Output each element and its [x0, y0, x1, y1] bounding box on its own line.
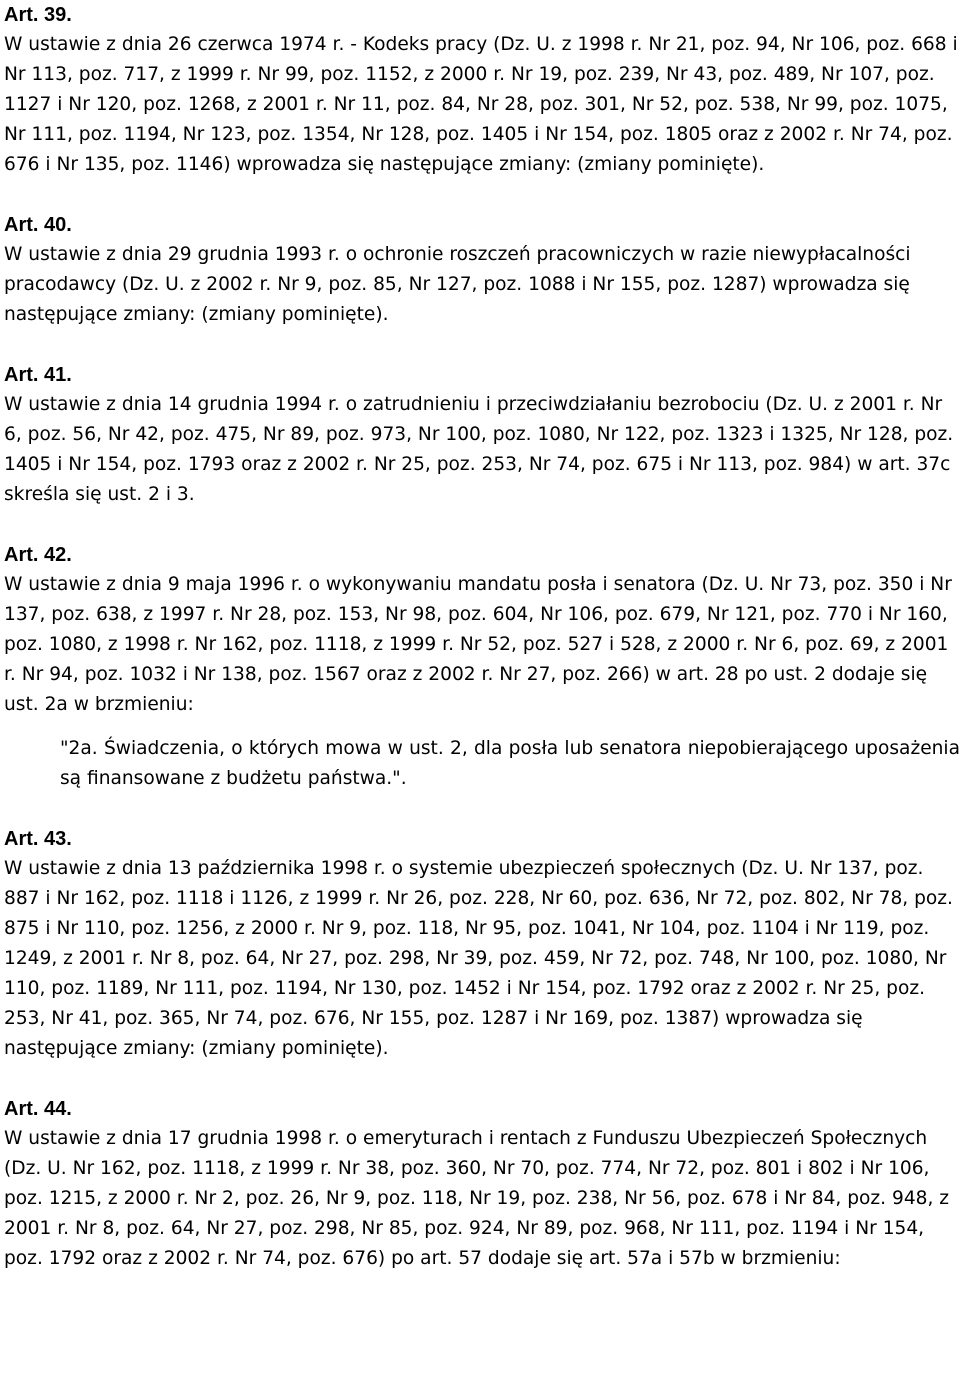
spacer [4, 1064, 960, 1094]
article-39 [4, 0, 960, 180]
article-heading: Art. 42. [4, 544, 72, 566]
spacer [4, 794, 960, 824]
spacer [4, 180, 960, 210]
article-heading: Art. 43. [4, 828, 72, 850]
article-text: W ustawie z dnia 26 czerwca 1974 r. - Kodeks pracy (Dz. U. z 1998 r. Nr 21, poz. 94, Nr 106, poz. 668 i Nr 113, poz. 717, z 1999 r. Nr 99, poz. 1152, z 2000 r. Nr 19, poz. 239, Nr 43, poz. 489, Nr 107, poz. 1127 i Nr 120, poz. 1268, z 2001 r. Nr 11, poz. 84, Nr 28, poz. 301, Nr 52, poz. 538, Nr 99, poz. 1075, Nr 111, poz. 1194, Nr 123, poz. 1354, Nr 128, poz. 1405 i Nr 154, poz. 1805 oraz z 2002 r. Nr 74, poz. 676 i Nr 135, poz. 1146) wprowadza się następujące zmiany: (zmiany pominięte). [4, 34, 958, 175]
quoted-provision: "2a. Świadczenia, o których mowa w ust. 2, dla posła lub senatora niepobierającego uposażenia są finansowane z budżetu państwa.". [60, 738, 960, 789]
article-40 [4, 210, 960, 330]
article-text: W ustawie z dnia 29 grudnia 1993 r. o ochronie roszczeń pracowniczych w razie niewypłacalności pracodawcy (Dz. U. z 2002 r. Nr 9, poz. 85, Nr 127, poz. 1088 i Nr 155, poz. 1287) wprowadza się następujące zmiany: (zmiany pominięte). [4, 244, 911, 325]
article-heading: Art. 40. [4, 214, 72, 236]
article-heading: Art. 39. [4, 4, 72, 26]
article-heading: Art. 41. [4, 364, 72, 386]
article-text: W ustawie z dnia 13 października 1998 r. o systemie ubezpieczeń społecznych (Dz. U. Nr 137, poz. 887 i Nr 162, poz. 1118 i 1126, z 1999 r. Nr 26, poz. 228, Nr 60, poz. 636, Nr 72, poz. 802, Nr 78, poz. 875 i Nr 110, poz. 1256, z 2000 r. Nr 9, poz. 118, Nr 95, poz. 1041, Nr 104, poz. 1104 i Nr 119, poz. 1249, z 2001 r. Nr 8, poz. 64, Nr 27, poz. 298, Nr 39, poz. 459, Nr 72, poz. 748, Nr 100, poz. 1080, Nr 110, poz. 1189, Nr 111, poz. 1194, Nr 130, poz. 1452 i Nr 154, poz. 1792 oraz z 2002 r. Nr 25, poz. 253, Nr 41, poz. 365, Nr 74, poz. 676, Nr 155, poz. 1287 i Nr 169, poz. 1387) wprowadza się następujące zmiany: (zmiany pominięte). [4, 858, 953, 1059]
article-42 [4, 540, 960, 794]
spacer [4, 510, 960, 540]
spacer [4, 330, 960, 360]
article-41 [4, 360, 960, 510]
article-text: W ustawie z dnia 17 grudnia 1998 r. o emeryturach i rentach z Funduszu Ubezpieczeń Społecznych (Dz. U. Nr 162, poz. 1118, z 1999 r. Nr 38, poz. 360, Nr 70, poz. 774, Nr 72, poz. 801 i 802 i Nr 106, poz. 1215, z 2000 r. Nr 2, poz. 26, Nr 9, poz. 118, Nr 19, poz. 238, Nr 56, poz. 678 i Nr 84, poz. 948, z 2001 r. Nr 8, poz. 64, Nr 27, poz. 298, Nr 85, poz. 924, Nr 89, poz. 968, Nr 111, poz. 1194 i Nr 154, poz. 1792 oraz z 2002 r. Nr 74, poz. 676) po art. 57 dodaje się art. 57a i 57b w brzmieniu: [4, 1128, 950, 1269]
article-text: W ustawie z dnia 9 maja 1996 r. o wykonywaniu mandatu posła i senatora (Dz. U. Nr 73, poz. 350 i Nr 137, poz. 638, z 1997 r. Nr 28, poz. 153, Nr 98, poz. 604, Nr 106, poz. 679, Nr 121, poz. 770 i Nr 160, poz. 1080, z 1998 r. Nr 162, poz. 1118, z 1999 r. Nr 52, poz. 527 i 528, z 2000 r. Nr 6, poz. 69, z 2001 r. Nr 94, poz. 1032 i Nr 138, poz. 1567 oraz z 2002 r. Nr 27, poz. 266) w art. 28 po ust. 2 dodaje się ust. 2a w brzmieniu: [4, 574, 952, 715]
article-44 [4, 1094, 960, 1274]
article-heading: Art. 44. [4, 1098, 72, 1120]
article-43 [4, 824, 960, 1064]
document-page [4, 0, 960, 1274]
article-text: W ustawie z dnia 14 grudnia 1994 r. o zatrudnieniu i przeciwdziałaniu bezrobociu (Dz. U. z 2001 r. Nr 6, poz. 56, Nr 42, poz. 475, Nr 89, poz. 973, Nr 100, poz. 1080, Nr 122, poz. 1323 i 1325, Nr 128, poz. 1405 i Nr 154, poz. 1793 oraz z 2002 r. Nr 25, poz. 253, Nr 74, poz. 675 i Nr 113, poz. 984) w art. 37c skreśla się ust. 2 i 3. [4, 394, 954, 505]
